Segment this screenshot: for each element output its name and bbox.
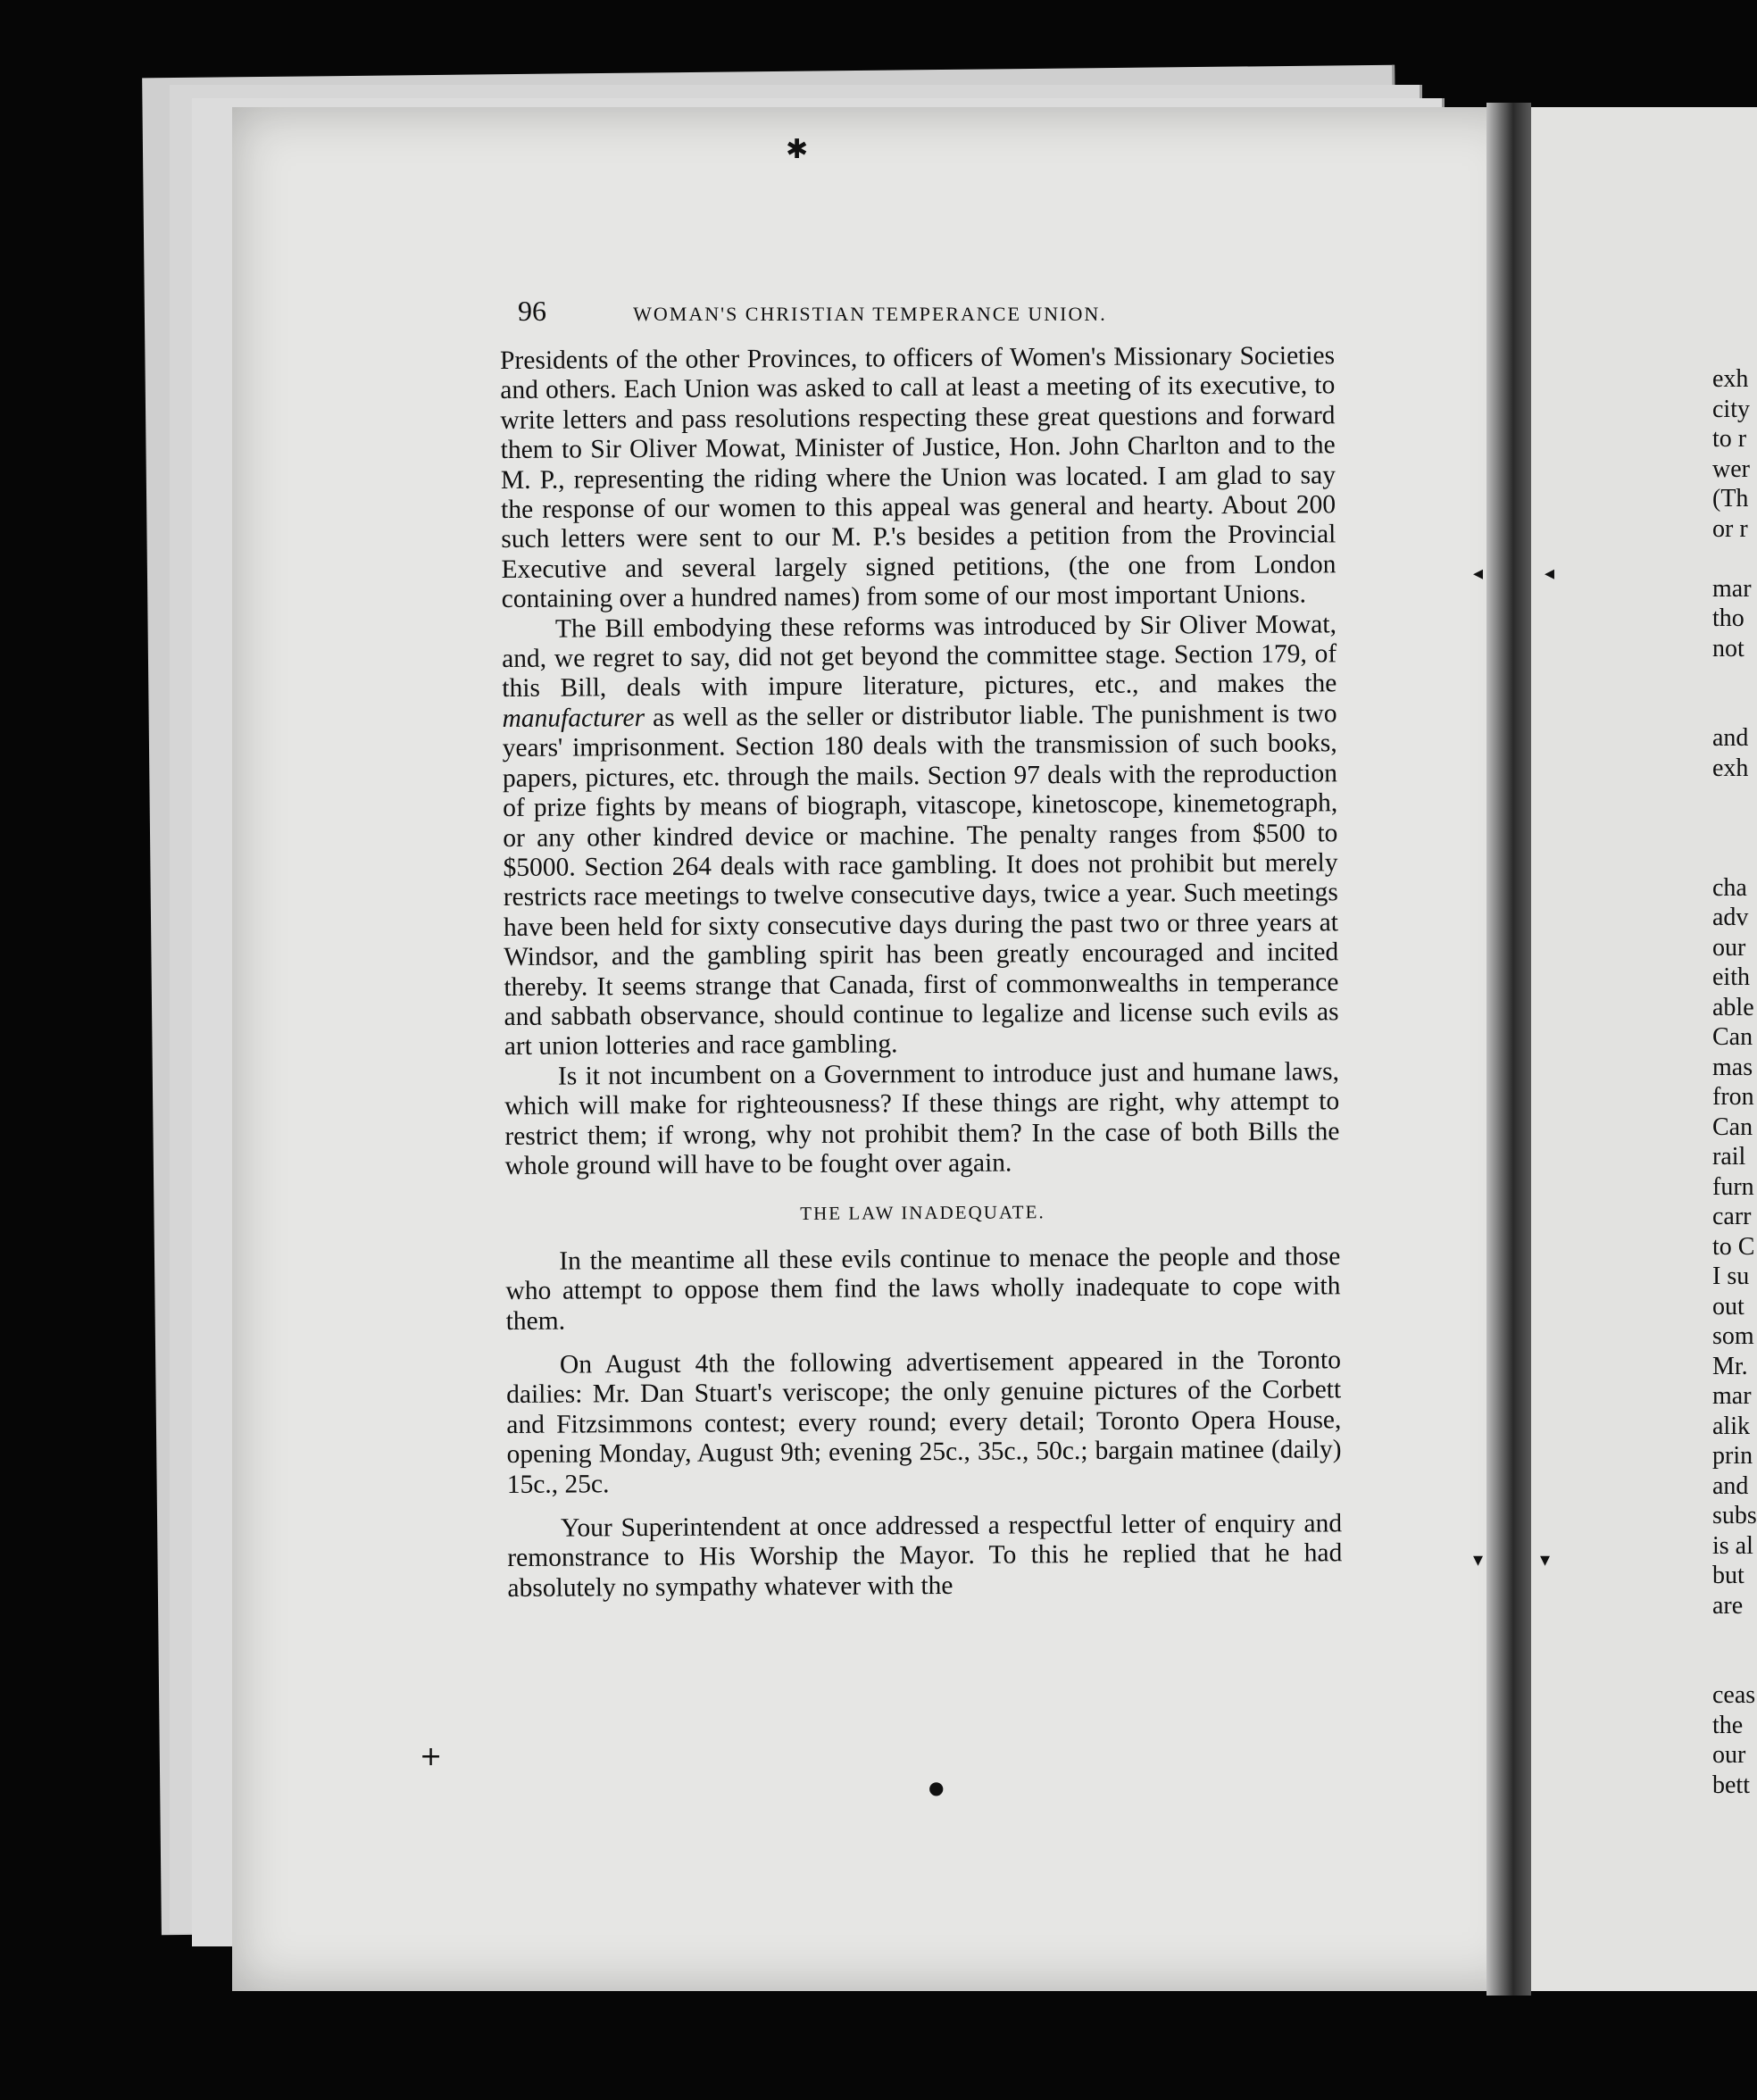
facing-page-line <box>1712 843 1757 873</box>
paragraph: Is it not incumbent on a Government to introduce just and humane laws, which will make for righteousness? If these things are right, why attempt to restrict them; if wrong, why not prohibit them? In the case of both Bills the whole ground will have to be fought over again. <box>504 1057 1340 1180</box>
body-text <box>500 341 1343 1604</box>
facing-page-line: are <box>1712 1591 1744 1620</box>
facing-page-line: ceas <box>1712 1681 1756 1709</box>
facing-page-line: bett <box>1712 1771 1750 1799</box>
facing-page-line: adv <box>1712 904 1749 931</box>
facing-page-line: mas <box>1712 1053 1753 1081</box>
facing-page-line: rail <box>1712 1143 1746 1171</box>
paragraph-text: as well as the seller or distributor liable. The punishment is two years' imprisonment. Section 180 deals with the transmission of such books, papers, pictures, etc. through the mails. Section 97 deals with the reproduction of prize fights by means of biograph, vitascope, kinetoscope, kinemetograph, or any other kindred device or machine. The penalty ranges from $500 to $5000. Section 264 deals with race gambling. It does not prohibit but merely restricts race meetings to twelve consecutive days, twice a year. Such meetings have been held for sixty consecutive days during the past two or three years at Windsor, and the gambling spirit has been greatly encouraged and incited thereby. It seems strange that Canada, first of commonwealths in temperance and sabbath observance, should continue to legalize and license such evils as art union lotteries and race gambling. <box>502 699 1339 1062</box>
facing-page-line <box>1712 544 1757 574</box>
paragraph: On August 4th the following advertisement appeared in the Toronto dailies: Mr. Dan Stuart's veriscope; the only genuine pictures of the Corbett and Fitzsimmons contest; every round; every detail; Toronto Opera House, opening Monday, August 9th; evening 25c., 35c., 50c.; bargain matinee (daily) 15c., 25c. <box>506 1346 1342 1499</box>
facing-page-line: carr <box>1712 1203 1752 1230</box>
facing-page-line: out <box>1712 1292 1745 1321</box>
speck-mark: ✱ <box>786 134 809 165</box>
facing-page-line: som <box>1712 1322 1754 1350</box>
facing-page-line: wer <box>1712 454 1750 483</box>
facing-page-line <box>1712 783 1757 813</box>
paragraph <box>502 610 1339 1062</box>
facing-page-line: furn <box>1712 1172 1754 1201</box>
book-gutter <box>1486 103 1531 1996</box>
facing-page-line: to C <box>1712 1232 1755 1261</box>
paragraph: In the meantime all these evils continue to menace the people and those who attempt to oppose them find the laws wholly inadequate to cope with them. <box>505 1242 1341 1336</box>
speck-mark: ▾ <box>1473 1549 1484 1571</box>
paragraph-text: The Bill embodying these reforms was introduced by Sir Oliver Mowat, and, we regret to say, did not get beyond the committee stage. Section 179, of this Bill, deals with impure literature, pictures, etc., and makes the <box>502 609 1337 704</box>
paragraph: Presidents of the other Provinces, to officers of Women's Missionary Societies and others. Each Union was asked to call at least a meeting of its executive, to write letters and pass resolutions respecting these great questions and forward them to Sir Oliver Mowat, Minister of Justice, Hon. John Charlton and to the M. P., representing the riding where the Union was located. I am glad to say the response of our women to this appeal was general and hearty. About 200 such letters were sent to our M. P.'s besides a petition from the Provincial Executive and several largely signed petitions, (the one from London containing over a hundred names) from some of our most important Unions. <box>500 341 1336 614</box>
page-header <box>518 295 1339 328</box>
facing-page-line: is al <box>1712 1531 1753 1560</box>
paragraph: Your Superintendent at once addressed a respectful letter of enquiry and remonstrance to His Worship the Mayor. To this he replied that he had absolutely no sympathy whatever with the <box>507 1509 1343 1603</box>
facing-page-line: prin <box>1712 1442 1753 1470</box>
running-head: WOMAN'S CHRISTIAN TEMPERANCE UNION. <box>633 303 1107 325</box>
facing-page-line: our <box>1712 933 1746 962</box>
section-heading: THE LAW INADEQUATE. <box>800 1201 1045 1225</box>
facing-page-line: mar <box>1712 1382 1752 1410</box>
facing-page-line: Can <box>1712 1112 1753 1141</box>
facing-page-line: tho <box>1712 604 1745 632</box>
page-number: 96 <box>518 295 546 327</box>
facing-page-line: or r <box>1712 514 1748 543</box>
facing-page-line: but <box>1712 1562 1745 1589</box>
italic-term: manufacturer <box>502 703 645 733</box>
facing-page-line: Can <box>1712 1023 1753 1051</box>
facing-page-fragments <box>1712 364 1757 1800</box>
facing-page-line: fron <box>1712 1083 1754 1111</box>
speck-mark: ◂ <box>1545 562 1555 585</box>
facing-page-line: alik <box>1712 1412 1750 1440</box>
facing-page-line <box>1712 1621 1757 1651</box>
facing-page-line: (Th <box>1712 485 1749 512</box>
speck-mark: ● <box>928 1777 945 1798</box>
facing-page-line: mar <box>1712 574 1752 603</box>
facing-page-line: not <box>1712 634 1745 662</box>
speck-mark: ◂ <box>1473 562 1484 585</box>
facing-page-line: Mr. <box>1712 1352 1748 1380</box>
facing-page-line: to r <box>1712 425 1747 453</box>
facing-page-line: exh <box>1712 754 1749 782</box>
facing-page-line: I su <box>1712 1262 1750 1290</box>
facing-page-line: subs <box>1712 1502 1757 1529</box>
facing-page-line <box>1712 813 1757 844</box>
facing-page-line <box>1712 1651 1757 1681</box>
facing-page-line: and <box>1712 1471 1749 1500</box>
facing-page-line: cha <box>1712 873 1747 902</box>
facing-page-line: the <box>1712 1711 1744 1739</box>
facing-page-line: city <box>1712 395 1750 423</box>
facing-page-line: and <box>1712 724 1749 752</box>
speck-mark: + <box>420 1741 443 1772</box>
facing-page-line <box>1712 663 1757 694</box>
facing-page-line: able <box>1712 993 1754 1021</box>
facing-page-line <box>1712 694 1757 724</box>
facing-page-line: eith <box>1712 963 1750 991</box>
speck-mark: ▾ <box>1540 1549 1551 1571</box>
facing-page-line: our <box>1712 1741 1746 1769</box>
facing-page-line: exh <box>1712 365 1749 393</box>
